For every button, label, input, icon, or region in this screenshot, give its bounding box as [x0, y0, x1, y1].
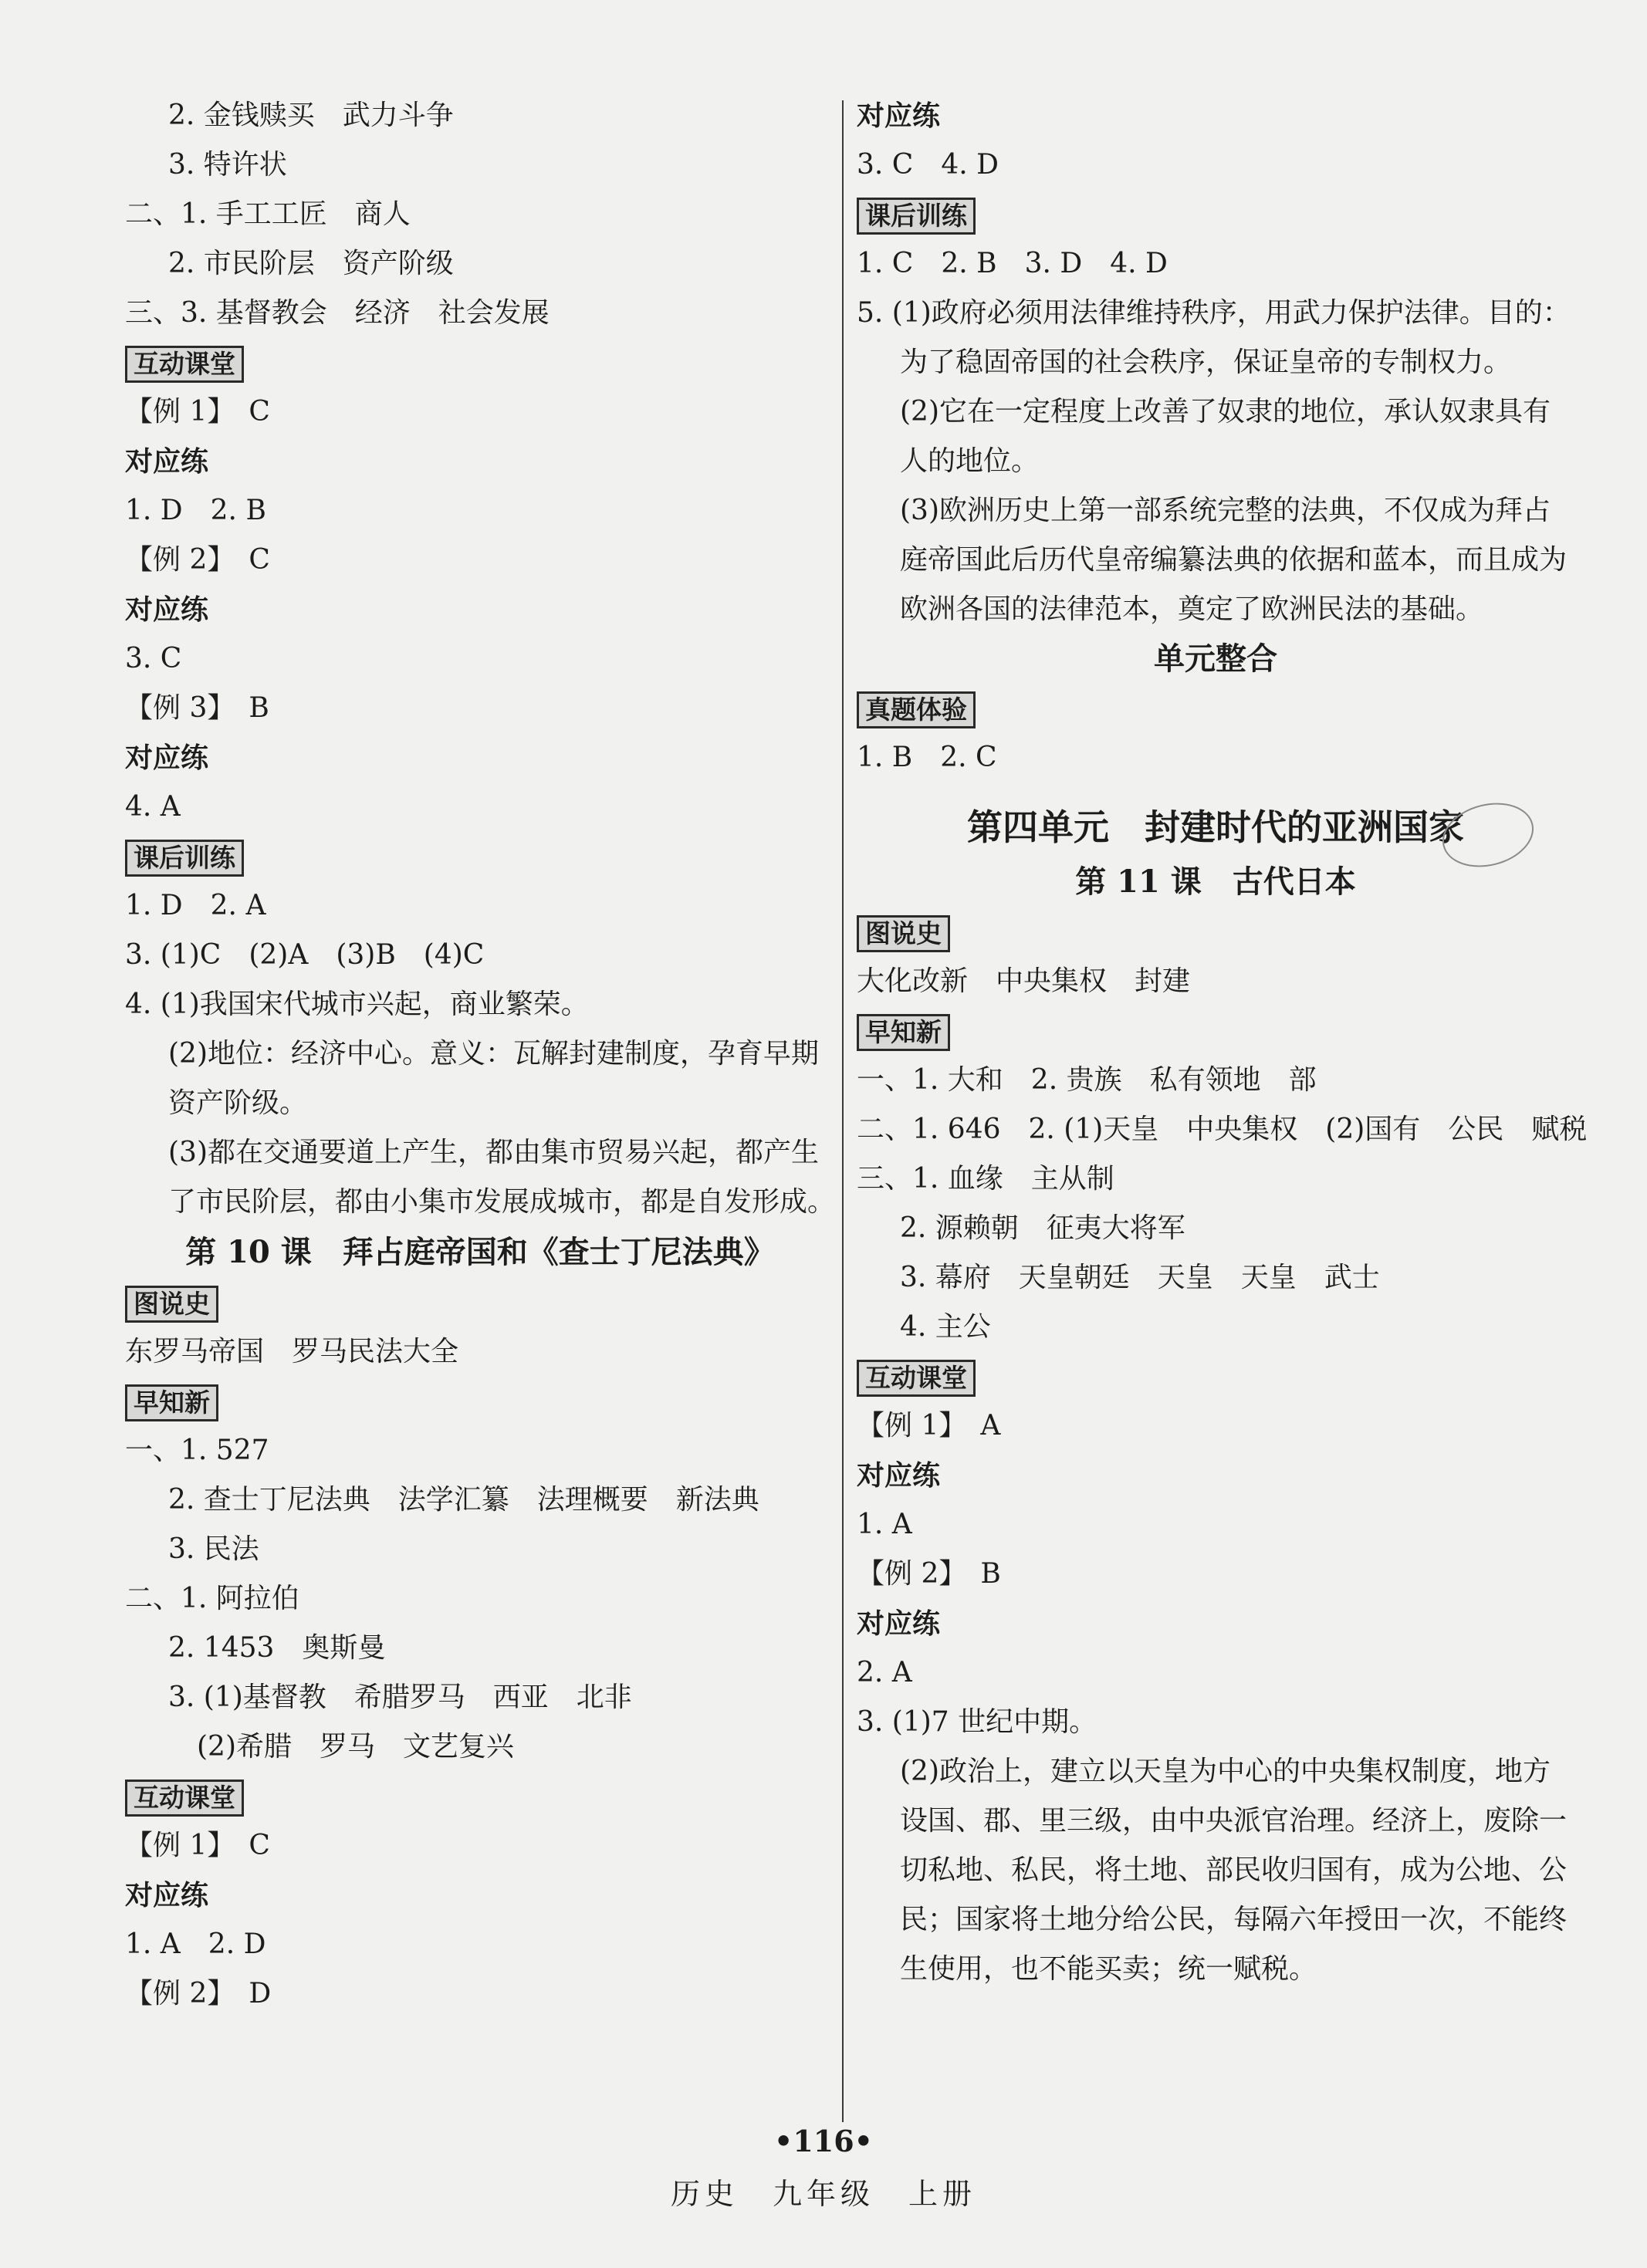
answer-line: 2. 查士丁尼法典 法学汇纂 法理概要 新法典	[168, 1484, 759, 1516]
answer-paragraph: (2)它在一定程度上改善了奴隶的地位，承认奴隶具有人的地位。	[900, 396, 1551, 477]
left-column	[125, 91, 835, 2019]
lesson-title: 第 11 课 古代日本	[1075, 864, 1356, 900]
answer-line: 4. 主公	[900, 1311, 991, 1343]
answer-line: 4. A	[125, 791, 181, 823]
answer-line: 二、1. 阿拉伯	[125, 1583, 299, 1614]
answer-paragraph: (2)地位：经济中心。意义：瓦解封建制度，孕育早期资产阶级。	[168, 1038, 819, 1119]
answer-line: 2. A	[857, 1657, 912, 1688]
answer-line: 3. 民法	[168, 1533, 259, 1565]
answer-line: 大化改新 中央集权 封建	[857, 965, 1191, 997]
answer-line: 1. D 2. A	[125, 890, 266, 921]
example-line: 【例 2】 B	[857, 1558, 1001, 1590]
practice-label: 对应练	[857, 1459, 941, 1492]
practice-label: 对应练	[125, 742, 209, 774]
section-tag-hudong: 互动课堂	[857, 1360, 976, 1397]
answer-line: 3. (1)C (2)A (3)B (4)C	[125, 939, 485, 971]
answer-line: 一、1. 527	[125, 1435, 269, 1466]
answer-line: 三、1. 血缘 主从制	[857, 1163, 1114, 1195]
practice-label: 对应练	[857, 100, 941, 132]
answer-paragraph: 5. (1)政府必须用法律维持秩序，用武力保护法律。目的：为了稳固帝国的社会秩序，保证皇帝的专制权力。	[857, 297, 1571, 378]
answer-line: 2. 金钱赎买 武力斗争	[168, 100, 454, 131]
answer-line: (2)希腊 罗马 文艺复兴	[197, 1731, 514, 1763]
answer-line: 2. 市民阶层 资产阶级	[168, 248, 454, 279]
answer-line: 1. C 2. B 3. D 4. D	[857, 248, 1168, 279]
example-line: 【例 2】 C	[125, 544, 270, 576]
section-tag-hudong: 互动课堂	[125, 1780, 244, 1817]
example-line: 【例 2】 D	[125, 1978, 272, 2009]
answer-line: 3. (1)7 世纪中期。	[857, 1706, 1097, 1738]
answer-line: 1. A 2. D	[125, 1928, 266, 1960]
section-tag-tushuo: 图说史	[125, 1286, 218, 1323]
answer-paragraph: (2)政治上，建立以天皇为中心的中央集权制度，地方设国、郡、里三级，由中央派官治理。经济上，废除一切私地、私民，将土地、部民收归国有，成为公地、公民；国家将土地分给公民，每隔六年授田一次，不能终生使用，也不能买卖；统一赋税。	[900, 1756, 1568, 1985]
practice-label: 对应练	[125, 593, 209, 626]
example-line: 【例 1】 C	[125, 1830, 270, 1861]
example-line: 【例 1】 A	[857, 1410, 1001, 1442]
section-tag-zaozhi: 早知新	[125, 1384, 218, 1421]
section-tag-kehou: 课后训练	[125, 840, 244, 877]
answer-paragraph: (3)欧洲历史上第一部系统完整的法典，不仅成为拜占庭帝国此后历代皇帝编纂法典的依据和蓝本，而且成为欧洲各国的法律范本，奠定了欧洲民法的基础。	[900, 495, 1568, 625]
answer-line: 1. B 2. C	[857, 742, 997, 773]
right-column	[857, 91, 1588, 1994]
answer-line: 二、1. 手工工匠 商人	[125, 198, 411, 230]
example-line: 【例 1】 C	[125, 396, 270, 428]
book-info: 历史 九年级 上册	[670, 2177, 976, 2211]
section-tag-zhenti: 真题体验	[857, 691, 976, 728]
section-tag-zaozhi: 早知新	[857, 1014, 950, 1051]
answer-line: 3. 幕府 天皇朝廷 天皇 天皇 武士	[900, 1262, 1380, 1293]
section-tag-tushuo: 图说史	[857, 915, 950, 952]
answer-line: 3. C	[125, 643, 182, 674]
practice-label: 对应练	[125, 445, 209, 478]
answer-paragraph: 4. (1)我国宋代城市兴起，商业繁荣。	[125, 989, 589, 1020]
section-tag-kehou: 课后训练	[857, 198, 976, 235]
column-divider	[842, 100, 844, 2122]
answer-line: 3. (1)基督教 希腊罗马 西亚 北非	[168, 1682, 632, 1713]
answer-line: 东罗马帝国 罗马民法大全	[125, 1336, 459, 1367]
answer-line: 2. 源赖朝 征夷大将军	[900, 1212, 1185, 1244]
answer-paragraph: (3)都在交通要道上产生，都由集市贸易兴起，都产生了市民阶层，都由小集市发展成城市，都是自发形成。	[168, 1137, 836, 1218]
practice-label: 对应练	[857, 1607, 941, 1640]
page-number: •116•	[774, 2124, 873, 2158]
answer-line: 三、3. 基督教会 经济 社会发展	[125, 297, 550, 329]
answer-line: 1. A	[857, 1509, 912, 1540]
answer-line: 3. C 4. D	[857, 149, 999, 181]
practice-label: 对应练	[125, 1879, 209, 1911]
section-tag-hudong: 互动课堂	[125, 346, 244, 383]
unit-title: 第四单元 封建时代的亚洲国家	[967, 806, 1464, 848]
lesson-title: 第 10 课 拜占庭帝国和《查士丁尼法典》	[185, 1234, 775, 1270]
answer-line: 3. 特许状	[168, 149, 287, 181]
answer-line: 一、1. 大和 2. 贵族 私有领地 部	[857, 1064, 1317, 1096]
answer-line: 二、1. 646 2. (1)天皇 中央集权 (2)国有 公民 赋税	[857, 1114, 1588, 1145]
section-title: 单元整合	[1154, 641, 1277, 677]
example-line: 【例 3】 B	[125, 692, 269, 724]
answer-line: 2. 1453 奥斯曼	[168, 1632, 386, 1664]
answer-line: 1. D 2. B	[125, 495, 266, 526]
